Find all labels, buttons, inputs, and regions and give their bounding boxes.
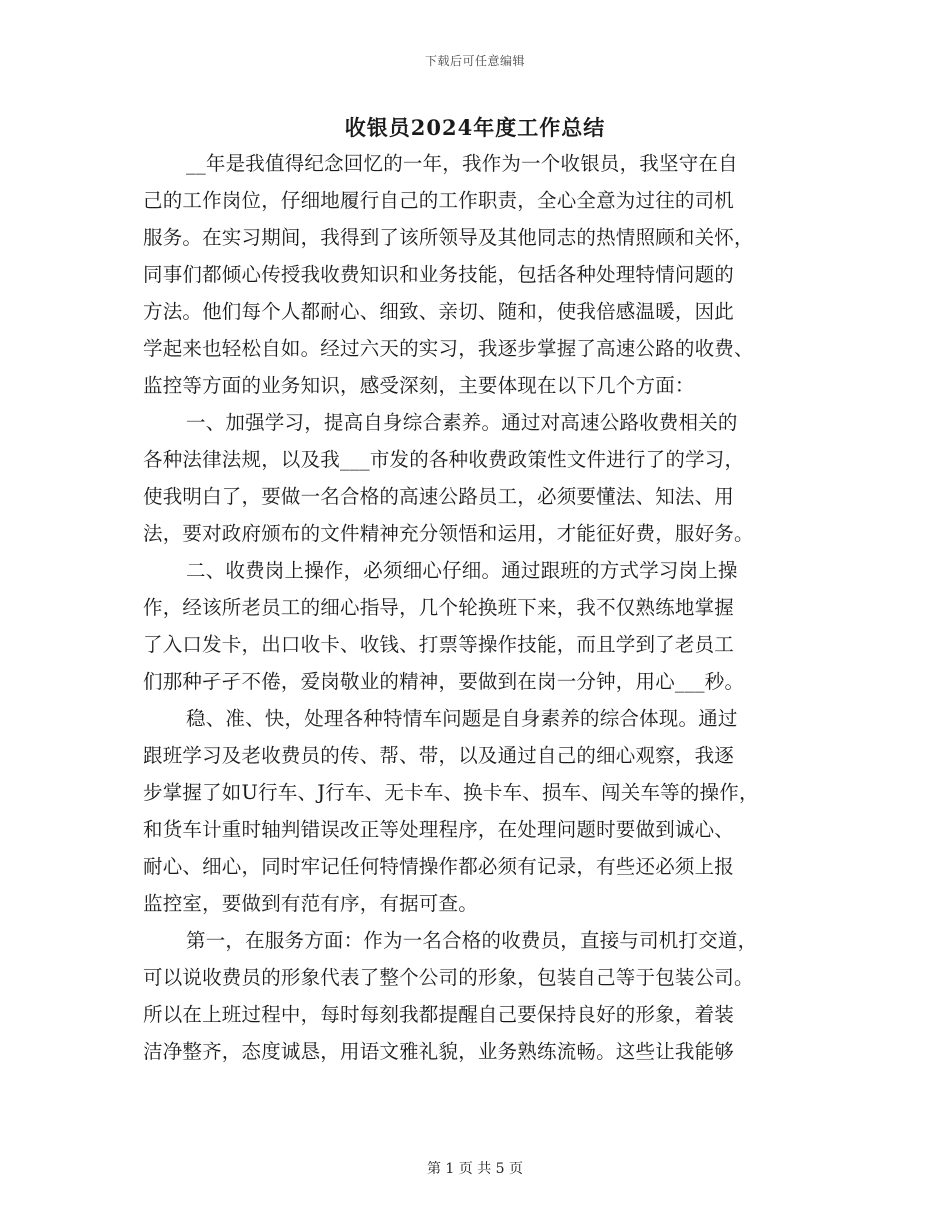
body-line: 各种法律法规，以及我___市发的各种收费政策性文件进行了的学习， — [143, 448, 745, 471]
body-line: 法，要对政府颁布的文件精神充分领悟和运用，才能征好费，服好务。 — [143, 522, 754, 545]
body-line: 己的工作岗位，仔细地履行自己的工作职责，全心全意为过往的司机 — [143, 189, 735, 212]
body-line: 学起来也轻松自如。经过六天的实习，我逐步掌握了高速公路的收费、 — [143, 337, 754, 360]
document-body — [143, 145, 819, 1070]
body-line: 跟班学习及老收费员的传、帮、带，以及通过自己的细心观察，我逐 — [143, 744, 735, 767]
body-line: 作，经该所老员工的细心指导，几个轮换班下来，我不仅熟练地掌握 — [143, 596, 735, 619]
body-line: 所以在上班过程中，每时每刻我都提醒自己要保持良好的形象，着装 — [143, 1003, 735, 1026]
body-line: 同事们都倾心传授我收费知识和业务技能，包括各种处理特情问题的 — [143, 263, 735, 286]
body-line: 稳、准、快，处理各种特情车问题是自身素养的综合体现。通过 — [186, 707, 738, 730]
body-line: 们那种孑孑不倦，爱岗敬业的精神，要做到在岗一分钟，用心___秒。 — [143, 670, 745, 693]
body-line: 服务。在实习期间，我得到了该所领导及其他同志的热情照顾和关怀， — [143, 226, 754, 249]
document-title: 收银员2024年度工作总结 — [344, 115, 606, 140]
page-number-footer: 第 1 页 共 5 页 — [426, 1161, 524, 1177]
body-line: 可以说收费员的形象代表了整个公司的形象，包装自己等于包装公司。 — [143, 966, 754, 989]
body-line: 二、收费岗上操作，必须细心仔细。通过跟班的方式学习岗上操 — [186, 559, 738, 582]
body-line: 使我明白了，要做一名合格的高速公路员工，必须要懂法、知法、用 — [143, 485, 735, 508]
body-line: 步掌握了如U行车、J行车、无卡车、换卡车、损车、闯关车等的操作， — [143, 781, 759, 804]
body-line: 耐心、细心，同时牢记任何特情操作都必须有记录，有些还必须上报 — [143, 855, 735, 878]
body-line: 第一，在服务方面：作为一名合格的收费员，直接与司机打交道， — [186, 929, 758, 952]
body-line: 监控室，要做到有范有序，有据可查。 — [143, 892, 478, 915]
body-line: 和货车计重时轴判错误改正等处理程序，在处理问题时要做到诚心、 — [143, 818, 735, 841]
body-line: __年是我值得纪念回忆的一年，我作为一个收银员，我坚守在自 — [186, 152, 738, 175]
body-line: 监控等方面的业务知识，感受深刻，主要体现在以下几个方面： — [143, 374, 695, 397]
body-line: 了入口发卡，出口收卡、收钱、打票等操作技能，而且学到了老员工 — [143, 633, 735, 656]
body-line: 方法。他们每个人都耐心、细致、亲切、随和，使我倍感温暖，因此 — [143, 300, 735, 323]
body-line: 一、加强学习，提高自身综合素养。通过对高速公路收费相关的 — [186, 411, 738, 434]
page-header-note: 下载后可任意编辑 — [424, 54, 525, 68]
body-line: 洁净整齐，态度诚恳，用语文雅礼貌，业务熟练流畅。这些让我能够 — [143, 1040, 735, 1063]
